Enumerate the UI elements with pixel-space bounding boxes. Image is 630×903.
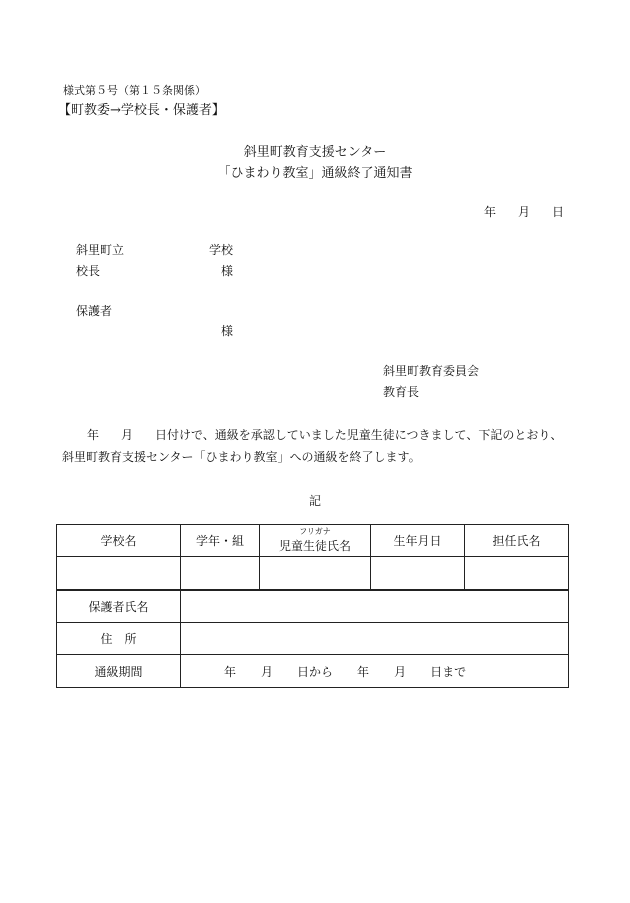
birth-date-cell[interactable] — [371, 557, 465, 590]
date-month: 月 — [517, 205, 530, 219]
issue-date — [484, 203, 564, 220]
principal-label: 校長 — [76, 264, 101, 278]
period-row — [57, 655, 569, 688]
address-cell[interactable] — [181, 623, 569, 655]
period-end-month: 月 — [394, 664, 407, 679]
period-end-year: 年 — [357, 664, 370, 679]
header-student-name — [260, 525, 371, 557]
school-suffix: 学校 — [209, 243, 234, 257]
teacher-name-cell[interactable] — [465, 557, 569, 590]
town-school-prefix: 斜里町立 — [76, 243, 125, 257]
period-label: 通級期間 — [57, 655, 181, 688]
table-entry-row — [57, 557, 569, 590]
body-month: 月 — [121, 428, 134, 442]
guardian-name-label: 保護者氏名 — [57, 590, 181, 623]
header-grade-class: 学年・組 — [181, 525, 260, 557]
period-end-day: 日まで — [430, 664, 467, 679]
ki-marker: 記 — [308, 494, 321, 508]
guardian-label: 保護者 — [76, 304, 113, 318]
document-title: 「ひまわり教室」通級終了通知書 — [217, 166, 413, 181]
student-name-label: 児童生徒氏名 — [278, 539, 351, 553]
date-year: 年 — [483, 205, 496, 219]
routing-label: 【町教委→学校長・保護者】 — [58, 103, 225, 118]
form-number: 様式第５号（第１５条関係） — [63, 84, 206, 97]
table-header-row — [57, 525, 569, 557]
period-start-year: 年 — [224, 664, 237, 679]
address-char-1: 住 — [100, 632, 113, 646]
header-birth-date: 生年月日 — [371, 525, 465, 557]
address-char-2: 所 — [124, 632, 137, 646]
student-name-cell[interactable] — [260, 557, 371, 590]
school-name-cell[interactable] — [57, 557, 181, 590]
guardian-name-cell[interactable] — [181, 590, 569, 623]
title-organization: 斜里町教育支援センター — [243, 145, 387, 160]
body-text-second: 斜里町教育支援センター「ひまわり教室」への通級を終了します。 — [62, 450, 421, 464]
header-teacher-name: 担任氏名 — [465, 525, 569, 557]
period-start-month: 月 — [261, 664, 274, 679]
period-cell[interactable] — [181, 655, 569, 688]
notice-body — [62, 424, 582, 468]
date-day: 日 — [551, 205, 564, 219]
address-row — [57, 623, 569, 655]
sender-organization: 斜里町教育委員会 — [383, 364, 480, 378]
guardian-honorific: 様 — [221, 324, 234, 338]
sender-title: 教育長 — [383, 385, 420, 399]
furigana-label: フリガナ — [299, 527, 331, 536]
guardian-name-row — [57, 590, 569, 623]
period-start-day: 日から — [297, 664, 334, 679]
address-label — [57, 623, 181, 655]
body-text-first: 日付けで、通級を承認していました児童生徒につきまして、下記のとおり、 — [155, 428, 563, 442]
student-info-table — [56, 524, 569, 688]
principal-honorific: 様 — [221, 264, 234, 278]
grade-class-cell[interactable] — [181, 557, 260, 590]
header-school-name: 学校名 — [57, 525, 181, 557]
body-year: 年 — [87, 428, 100, 442]
